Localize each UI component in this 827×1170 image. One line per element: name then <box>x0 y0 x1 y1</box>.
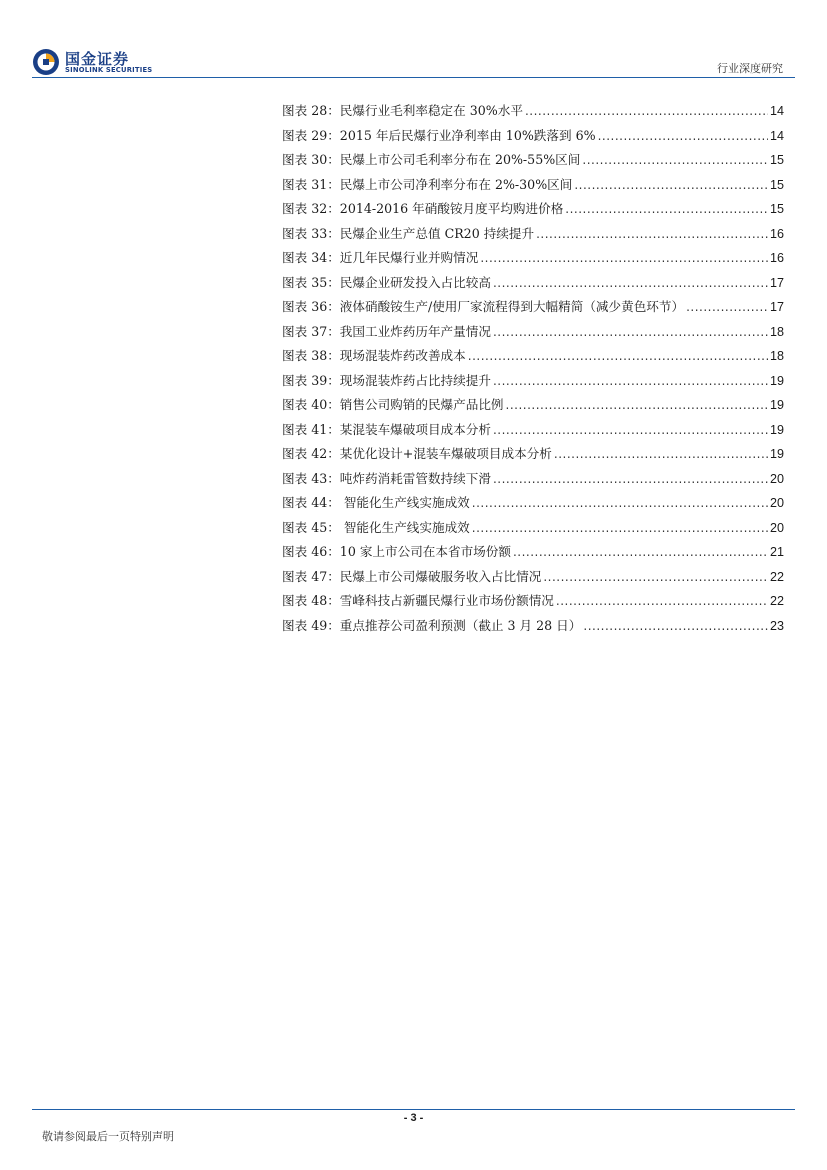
toc-entry[interactable] <box>282 615 784 640</box>
toc-entry-page: 23 <box>769 618 784 633</box>
toc-entry[interactable] <box>282 321 784 346</box>
toc-entry-page: 19 <box>769 373 784 388</box>
toc-dot-leader <box>543 570 768 584</box>
toc-entry-label: 图表 40：销售公司购销的民爆产品比例 <box>282 397 504 412</box>
toc-entry[interactable] <box>282 370 784 395</box>
toc-entry[interactable] <box>282 590 784 615</box>
toc-entry-page: 20 <box>769 471 784 486</box>
toc-entry[interactable] <box>282 345 784 370</box>
toc-entry-label: 图表 49：重点推荐公司盈利预测（截止 3 月 28 日） <box>282 617 582 633</box>
toc-dot-leader <box>574 178 768 192</box>
toc-dot-leader <box>493 374 768 388</box>
logo-chinese-name: 国金证券 <box>65 50 130 68</box>
toc-entry[interactable] <box>282 394 784 419</box>
toc-entry-label: 图表 31：民爆上市公司净利率分布在 2%-30%区间 <box>282 176 573 192</box>
toc-entry[interactable] <box>282 125 784 150</box>
toc-entry-label: 图表 43：吨炸药消耗雷管数持续下滑 <box>282 470 491 486</box>
toc-entry-page: 16 <box>769 251 784 265</box>
toc-entry[interactable] <box>282 443 784 468</box>
toc-entry[interactable] <box>282 296 784 321</box>
toc-entry-label: 图表 29：2015 年后民爆行业净利率由 10%跌落到 6% <box>282 127 596 143</box>
toc-entry-page: 16 <box>769 226 784 241</box>
toc-entry-page: 15 <box>769 202 784 216</box>
toc-dot-leader <box>565 202 768 216</box>
toc-dot-leader <box>493 276 768 290</box>
toc-entry[interactable] <box>282 247 784 272</box>
toc-entry[interactable] <box>282 468 784 493</box>
toc-entry-page: 20 <box>769 496 784 510</box>
toc-entry-label: 图表 37：我国工业炸药历年产量情况 <box>282 323 491 339</box>
toc-entry-label: 图表 41：某混装车爆破项目成本分析 <box>282 421 491 437</box>
toc-entry-page: 17 <box>769 300 784 314</box>
toc-entry-page: 14 <box>769 104 784 118</box>
toc-entry-page: 15 <box>769 177 784 192</box>
toc-entry-page: 18 <box>769 349 784 363</box>
toc-dot-leader <box>480 251 768 265</box>
toc-entry-label: 图表 47：民爆上市公司爆破服务收入占比情况 <box>282 568 542 584</box>
toc-dot-leader <box>472 496 768 510</box>
toc-dot-leader <box>686 300 768 314</box>
toc-entry-label: 图表 32：2014-2016 年硝酸铵月度平均购进价格 <box>282 201 564 216</box>
toc-entry-label: 图表 33：民爆企业生产总值 CR20 持续提升 <box>282 225 535 241</box>
toc-dot-leader <box>506 398 768 412</box>
toc-dot-leader <box>493 472 768 486</box>
toc-entry[interactable] <box>282 517 784 542</box>
toc-dot-leader <box>554 447 768 461</box>
toc-dot-leader <box>468 349 768 363</box>
report-category: 行业深度研究 <box>717 62 783 75</box>
toc-entry[interactable] <box>282 419 784 444</box>
toc-entry-page: 17 <box>769 275 784 290</box>
footer-divider <box>32 1109 795 1110</box>
toc-dot-leader <box>536 227 768 241</box>
sinolink-logo-icon <box>32 48 60 76</box>
toc-entry-page: 18 <box>769 324 784 339</box>
toc-entry[interactable] <box>282 566 784 591</box>
toc-entry[interactable] <box>282 272 784 297</box>
toc-entry-label: 图表 36：液体硝酸铵生产/使用厂家流程得到大幅精简（减少黄色环节） <box>282 299 685 314</box>
toc-entry[interactable] <box>282 541 784 566</box>
toc-entry-label: 图表 44： 智能化生产线实施成效 <box>282 495 470 510</box>
toc-entry-page: 22 <box>769 569 784 584</box>
toc-dot-leader <box>493 325 768 339</box>
toc-dot-leader <box>582 153 768 167</box>
disclaimer-notice: 敬请参阅最后一页特别声明 <box>42 1130 174 1143</box>
logo-english-name: SINOLINK SECURITIES <box>65 66 153 74</box>
toc-dot-leader <box>493 423 768 437</box>
toc-dot-leader <box>583 619 768 633</box>
toc-dot-leader <box>598 129 768 143</box>
toc-entry-label: 图表 48：雪峰科技占新疆民爆行业市场份额情况 <box>282 593 554 608</box>
toc-entry-page: 14 <box>769 128 784 143</box>
company-logo <box>32 46 162 80</box>
toc-entry[interactable] <box>282 198 784 223</box>
toc-entry-label: 图表 35：民爆企业研发投入占比较高 <box>282 274 491 290</box>
toc-dot-leader <box>472 521 768 535</box>
toc-entry[interactable] <box>282 174 784 199</box>
toc-entry[interactable] <box>282 149 784 174</box>
toc-entry-page: 20 <box>769 520 784 535</box>
toc-entry-page: 22 <box>769 594 784 608</box>
toc-entry-page: 15 <box>769 153 784 167</box>
toc-entry-page: 19 <box>769 398 784 412</box>
toc-dot-leader <box>556 594 768 608</box>
toc-entry-label: 图表 38：现场混装炸药改善成本 <box>282 348 466 363</box>
toc-entry-label: 图表 42：某优化设计+混装车爆破项目成本分析 <box>282 446 552 461</box>
toc-entry[interactable] <box>282 223 784 248</box>
header-divider <box>32 77 795 78</box>
toc-entry-label: 图表 30：民爆上市公司毛利率分布在 20%-55%区间 <box>282 152 581 167</box>
toc-entry-label: 图表 46：10 家上市公司在本省市场份额 <box>282 544 511 559</box>
toc-entry[interactable] <box>282 100 784 125</box>
toc-entry-page: 19 <box>769 422 784 437</box>
toc-entry-label: 图表 39：现场混装炸药占比持续提升 <box>282 372 491 388</box>
toc-entry-label: 图表 28：民爆行业毛利率稳定在 30%水平 <box>282 103 523 118</box>
toc-entry-page: 19 <box>769 447 784 461</box>
toc-dot-leader <box>513 545 768 559</box>
toc-entry-page: 21 <box>769 545 784 559</box>
page-number: - 3 - <box>403 1112 424 1124</box>
toc-entry-label: 图表 45： 智能化生产线实施成效 <box>282 519 470 535</box>
toc-entry[interactable] <box>282 492 784 517</box>
toc-dot-leader <box>525 104 768 118</box>
toc-entry-label: 图表 34：近几年民爆行业并购情况 <box>282 250 479 265</box>
figure-index-list <box>282 100 784 639</box>
